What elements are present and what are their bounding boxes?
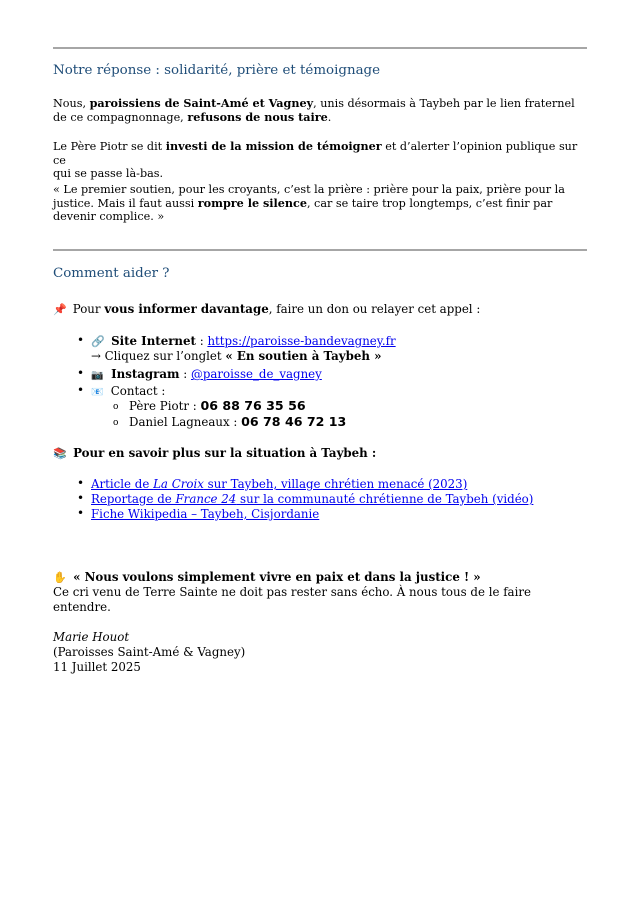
text: sur Taybeh, village chrétien menacé (2023) xyxy=(203,477,468,491)
paragraph-quote xyxy=(53,183,593,224)
link-icon: 🔗 xyxy=(91,335,105,348)
text: Article de xyxy=(91,477,154,491)
contact-name: Daniel Lagneaux : xyxy=(129,415,242,429)
contact-daniel-lagneaux xyxy=(129,415,346,429)
text: , faire un don ou relayer cet appel : xyxy=(268,302,481,316)
bold-text: Pour en savoir plus sur la situation à Taybeh : xyxy=(69,446,377,460)
bold-text: paroissiens de Saint-Amé et Vagney xyxy=(89,96,314,110)
closing-text-line1: Ce cri venu de Terre Sainte ne doit pas rester sans écho. À nous tous de le faire xyxy=(53,585,531,599)
bullet: • xyxy=(77,383,85,397)
bold-text: investi de la mission de témoigner xyxy=(165,139,382,153)
list-item-report xyxy=(91,492,533,506)
website-link[interactable]: https://paroisse-bandevagney.fr xyxy=(207,334,396,348)
text: Le Père Piotr se dit xyxy=(53,140,166,153)
text: de ce compagnonnage, xyxy=(53,110,188,124)
bullet: • xyxy=(77,333,85,347)
list-item-website xyxy=(91,334,396,349)
author-organization: (Paroisses Saint-Amé & Vagney) xyxy=(53,645,246,659)
la-croix-article-link[interactable] xyxy=(91,477,467,491)
section-divider xyxy=(53,47,587,49)
italic-text: La Croix xyxy=(153,477,204,491)
envelope-icon: 📧 xyxy=(91,387,104,398)
raised-hand-icon: ✋ xyxy=(53,571,67,584)
document-date: 11 Juillet 2025 xyxy=(53,660,141,674)
italic-text: France 24 xyxy=(175,492,237,506)
sub-bullet: o xyxy=(113,418,119,428)
intro-line xyxy=(53,302,480,317)
bullet: • xyxy=(77,366,85,380)
section-divider xyxy=(53,249,587,251)
text: justice. Mais il faut aussi xyxy=(53,196,198,210)
bold-text: rompre le silence xyxy=(197,195,307,210)
contact-label: Contact : xyxy=(107,384,166,398)
text: Nous, xyxy=(53,97,90,110)
list-item-contact xyxy=(91,384,165,400)
bold-text: refusons de nous taire xyxy=(187,109,328,124)
paragraph-father-piotr xyxy=(53,140,593,181)
more-info-heading xyxy=(53,446,376,461)
text: → Cliquez sur l’onglet xyxy=(91,349,226,363)
text: . xyxy=(327,110,332,124)
text: Pour xyxy=(69,302,105,316)
section-heading-how-to-help: Comment aider ? xyxy=(53,266,170,281)
separator: : xyxy=(195,334,208,348)
text: Reportage de xyxy=(91,492,176,506)
website-tab-hint xyxy=(91,349,381,363)
books-icon: 📚 xyxy=(53,447,67,460)
text: devenir complice. » xyxy=(53,210,165,224)
contact-father-piotr xyxy=(129,399,306,413)
bold-text: « En soutien à Taybeh » xyxy=(225,349,382,363)
list-item-wikipedia xyxy=(91,507,319,521)
bold-text: « Nous voulons simplement vivre en paix et dans la justice ! » xyxy=(69,570,481,584)
closing-quote xyxy=(53,570,481,585)
phone-number: 06 88 76 35 56 xyxy=(200,398,306,413)
list-item-article xyxy=(91,477,467,491)
text: et d’alerter l’opinion publique sur ce xyxy=(53,140,578,167)
pushpin-icon: 📌 xyxy=(53,303,67,316)
website-label: Site Internet xyxy=(107,334,196,348)
text: , unis désormais à Taybeh par le lien fraternel xyxy=(313,97,575,110)
instagram-link[interactable]: @paroisse_de_vagney xyxy=(191,367,322,381)
text: sur la communauté chrétienne de Taybeh (vidéo) xyxy=(236,492,534,506)
author-name: Marie Houot xyxy=(53,630,130,644)
phone-number: 06 78 46 72 13 xyxy=(241,414,347,429)
text: , car se taire trop longtemps, c’est finir par xyxy=(306,196,553,210)
wikipedia-link[interactable]: Fiche Wikipedia – Taybeh, Cisjordanie xyxy=(91,507,320,521)
sub-bullet: o xyxy=(113,402,119,412)
contact-name: Père Piotr : xyxy=(129,399,201,413)
bullet: • xyxy=(77,506,85,520)
bold-text: vous informer davantage xyxy=(104,302,269,316)
bullet: • xyxy=(77,476,85,490)
closing-text-line2: entendre. xyxy=(53,600,111,614)
section-heading-response: Notre réponse : solidarité, prière et témoignage xyxy=(53,63,381,78)
bullet: • xyxy=(77,491,85,505)
instagram-label: Instagram xyxy=(107,367,180,381)
france24-report-link[interactable] xyxy=(91,492,533,506)
paragraph-parishioners xyxy=(53,97,593,124)
text: qui se passe là-bas. xyxy=(53,167,164,181)
camera-icon: 📷 xyxy=(91,370,104,381)
separator: : xyxy=(179,367,192,381)
list-item-instagram xyxy=(91,367,322,383)
text: « Le premier soutien, pour les croyants, c’est la prière : prière pour la paix, prière pour la xyxy=(53,183,565,196)
